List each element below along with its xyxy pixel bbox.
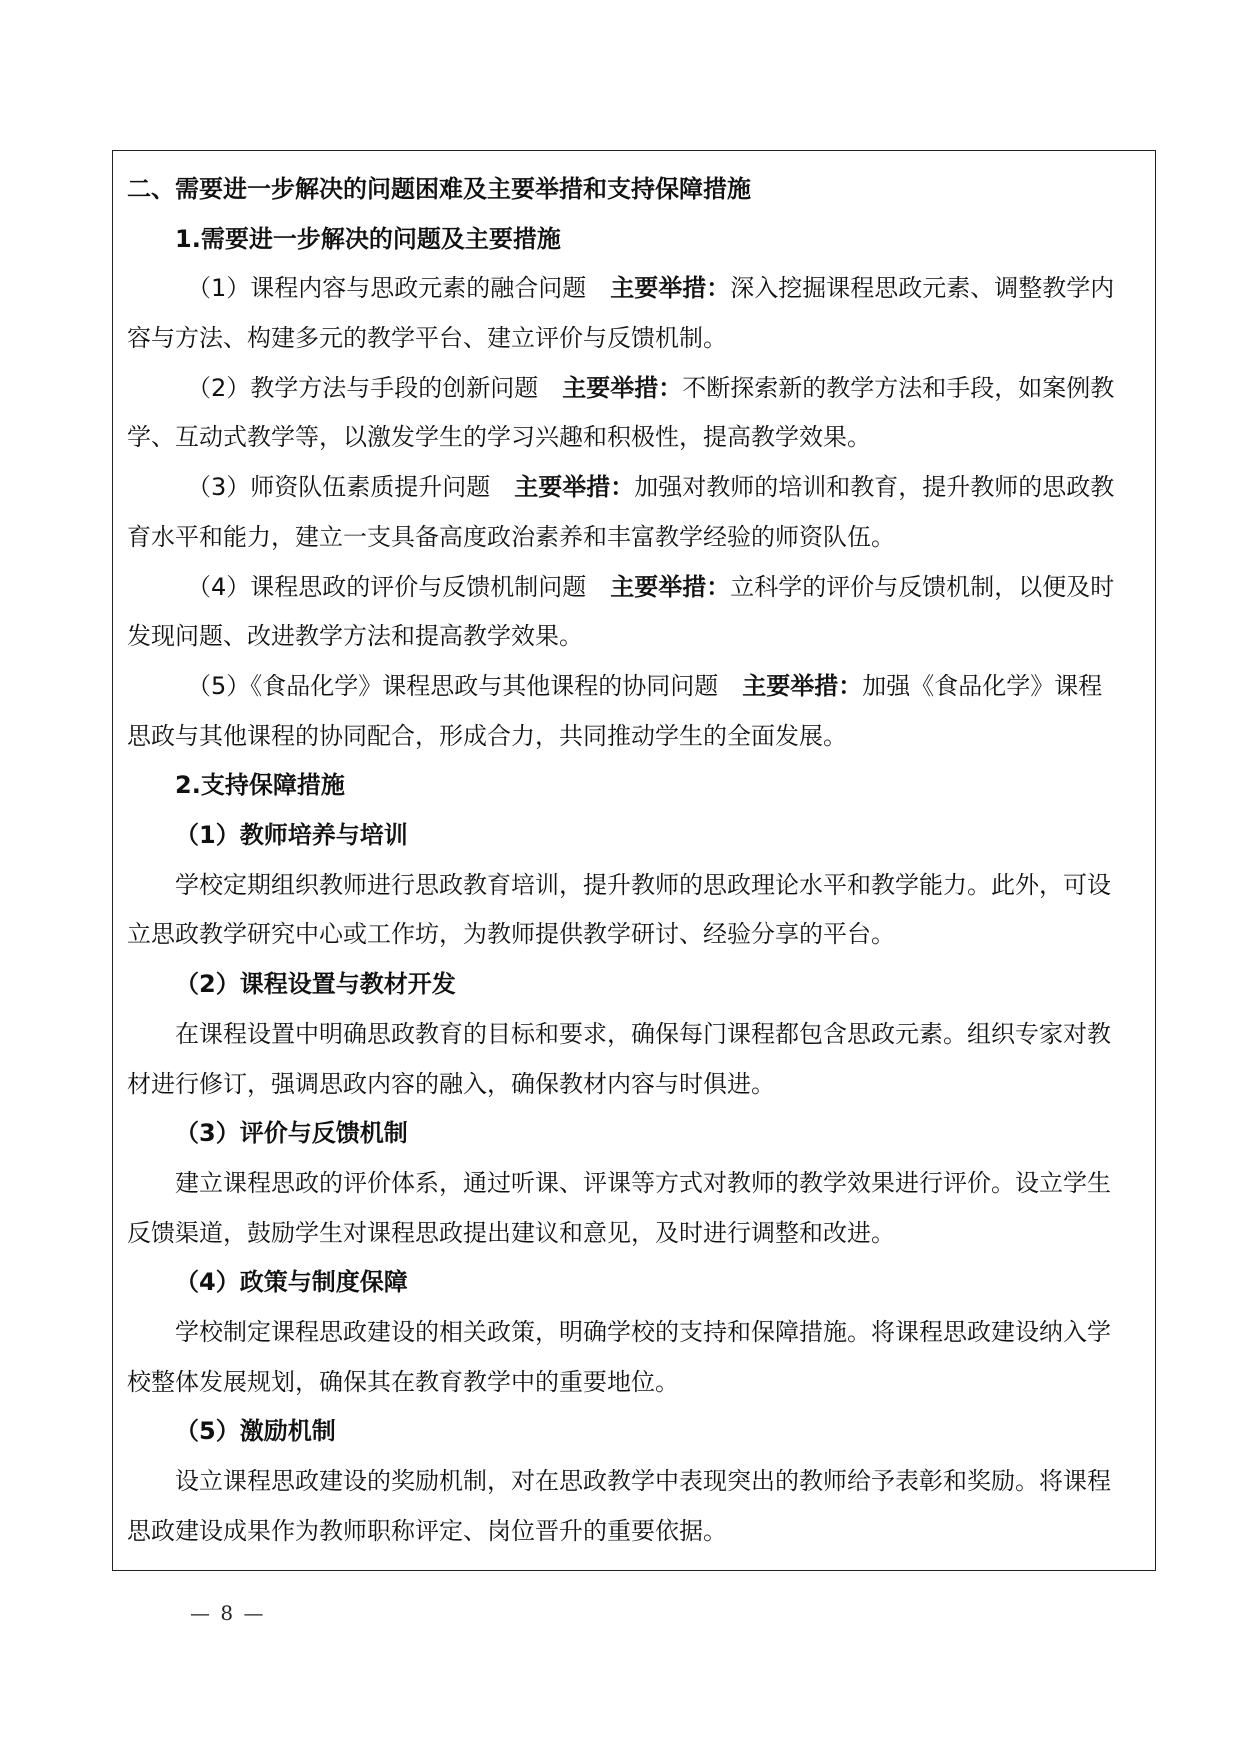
measure-label: 主要举措： [562,373,683,402]
measure-label: 主要举措： [514,473,635,502]
support-heading-4: （4）政策与制度保障 [175,1268,408,1297]
measure-item-5 [127,662,1143,761]
measure-item-1 [127,264,1143,363]
subsection-title-measures: 1.需要进一步解决的问题及主要措施 [175,224,561,253]
support-paragraph-4 [127,1308,1143,1407]
issue-text: （3）师资队伍素质提升问题 [187,473,491,502]
support-paragraph-3 [127,1159,1143,1258]
paragraph-line-cont: 反馈渠道，鼓励学生对课程思政提出建议和意见，及时进行调整和改进。 [127,1218,895,1247]
measure-item-2 [127,364,1143,463]
support-heading-2: （2）课程设置与教材开发 [175,970,456,999]
paragraph-line-cont: 立思政教学研究中心或工作坊，为教师提供教学研讨、经验分享的平台。 [127,920,895,949]
paragraph-line-cont: 材进行修订，强调思政内容的融入，确保教材内容与时俱进。 [127,1069,775,1098]
support-paragraph-2 [127,1010,1143,1109]
issue-text: （5）《食品化学》课程思政与其他课程的协同问题 [187,672,719,700]
support-heading-5: （5）激励机制 [175,1417,336,1446]
paragraph-line: 学校定期组织教师进行思政教育培训，提升教师的思政理论水平和教学能力。此外，可设 [175,870,1111,899]
measure-item-4 [127,563,1143,662]
support-heading-3: （3）评价与反馈机制 [175,1119,408,1148]
measure-text: 立科学的评价与反馈机制，以便及时 [730,572,1115,601]
measure-text-cont: 育水平和能力，建立一支具备高度政治素养和丰富教学经验的师资队伍。 [127,522,895,551]
issue-text: （1）课程内容与思政元素的融合问题 [187,274,587,303]
measure-text: 加强《食品化学》课程 [862,672,1103,700]
paragraph-line-cont: 校整体发展规划，确保其在教育教学中的重要地位。 [127,1367,679,1396]
issue-text: （2）教学方法与手段的创新问题 [187,373,539,402]
measure-text-cont: 思政与其他课程的协同配合，形成合力，共同推动学生的全面发展。 [127,721,847,750]
section-title: 二、需要进一步解决的问题困难及主要举措和支持保障措施 [127,175,751,203]
paragraph-line-cont: 思政建设成果作为教师职称评定、岗位晋升的重要依据。 [127,1516,727,1545]
paragraph-line: 建立课程思政的评价体系，通过听课、评课等方式对教师的教学效果进行评价。设立学生 [175,1168,1111,1197]
measure-text: 不断探索新的教学方法和手段，如案例教 [682,373,1115,402]
paragraph-line: 学校制定课程思政建设的相关政策，明确学校的支持和保障措施。将课程思政建设纳入学 [175,1318,1111,1347]
document-body [127,165,1143,1557]
measure-label: 主要举措： [610,572,731,601]
paragraph-line: 设立课程思政建设的奖励机制，对在思政教学中表现突出的教师给予表彰和奖励。将课程 [175,1467,1111,1496]
support-paragraph-1 [127,861,1143,960]
measure-text: 加强对教师的培训和教育，提升教师的思政教 [634,473,1115,502]
measure-label: 主要举措： [610,274,731,303]
measure-text-cont: 容与方法、构建多元的教学平台、建立评价与反馈机制。 [127,324,727,353]
paragraph-line: 在课程设置中明确思政教育的目标和要求，确保每门课程都包含思政元素。组织专家对教 [175,1019,1111,1048]
support-heading-1: （1）教师培养与培训 [175,821,408,850]
measure-item-3 [127,463,1143,562]
issue-text: （4）课程思政的评价与反馈机制问题 [187,572,587,601]
measure-label: 主要举措： [742,672,863,700]
page-number: — 8 — [190,1601,266,1625]
measure-text-cont: 发现问题、改进教学方法和提高教学效果。 [127,622,583,651]
support-paragraph-5 [127,1457,1143,1556]
subsection-title-support: 2.支持保障措施 [175,771,345,800]
content-box [112,150,1156,1571]
measure-text: 深入挖掘课程思政元素、调整教学内 [730,274,1115,303]
measure-text-cont: 学、互动式教学等，以激发学生的学习兴趣和积极性，提高教学效果。 [127,423,871,452]
